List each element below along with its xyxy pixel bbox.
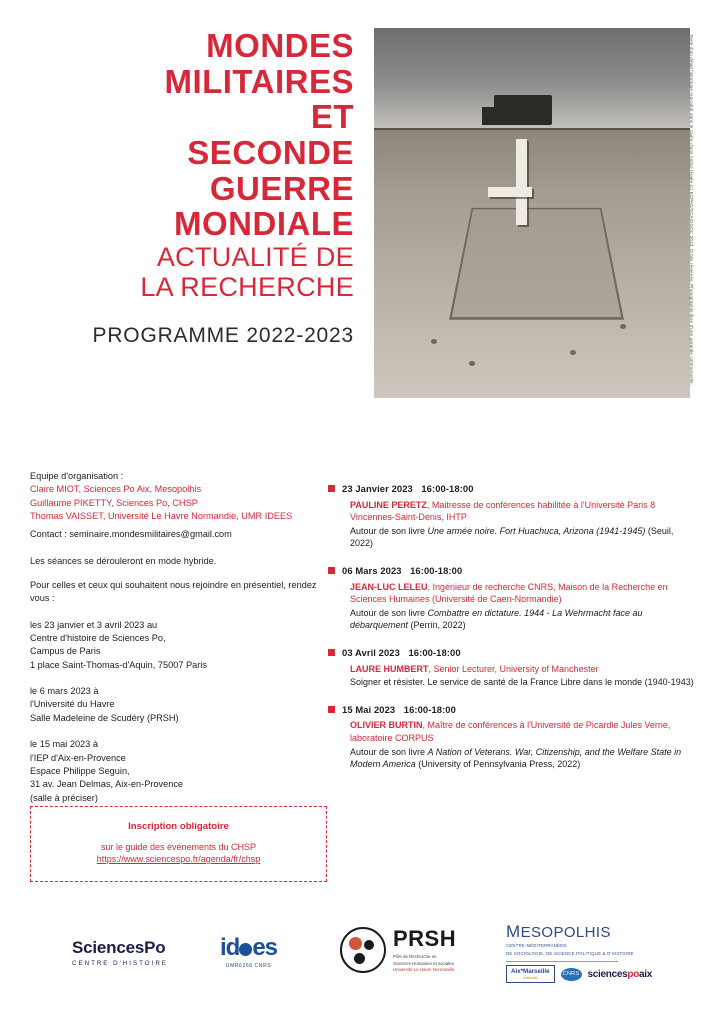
session-item [328, 646, 694, 689]
venue-3-line-4: 31 av. Jean Delmas, Aix-en-Provence [30, 779, 184, 790]
photo-stone [431, 339, 437, 344]
prsh-ring-icon [340, 927, 386, 973]
session-date: 23 Janvier 2023 [342, 483, 413, 494]
desc-pre: Autour de son livre [350, 525, 428, 536]
venue-3-line-3: Espace Philippe Seguin, [30, 765, 130, 776]
poster-header [0, 0, 724, 420]
session-affiliation: , Ingénieur de recherche CNRS, Maison de la Recherche en Sciences Humaines (Université de Caen-Normandie) [350, 581, 668, 605]
session-speaker: LAURE HUMBERT [350, 663, 429, 674]
title-line-3: ET [310, 98, 354, 136]
inscription-title: Inscription obligatoire [128, 821, 229, 832]
title-block [34, 28, 354, 348]
square-bullet-icon [328, 649, 335, 656]
session-date: 03 Avril 2023 [342, 646, 400, 658]
organiser-3: Thomas VAISSET, Université Le Havre Normandie, UMR IDEES [30, 511, 293, 522]
mesopolhis-wordmark [506, 922, 652, 942]
venue-3-line-1: le 15 mai 2023 à [30, 739, 98, 750]
inscription-link[interactable]: https://www.sciencespo.fr/agenda/fr/chsp [96, 854, 261, 864]
contact-line: Contact : seminaire.mondesmilitaires@gmail.com [30, 529, 232, 540]
desc-italic: Une armée noire. Fort Huachuca, Arizona (1941-1945) [427, 525, 646, 536]
amu-wordmark: Aix*Marseille [511, 968, 550, 976]
desc-pre: Soigner et résister. Le service de santé de la France Libre dans le monde (1940-1943) [350, 677, 694, 688]
prsh-sub-line-2: Sciences Humaines et sociales [393, 960, 454, 966]
organisation-column [30, 470, 330, 805]
prsh-subtitle [393, 954, 456, 974]
idees-wordmark [220, 934, 277, 962]
desc-post: (Perrin, 2022) [408, 620, 466, 631]
prsh-row [340, 926, 456, 974]
sciencespo-subtitle: CENTRE D'HISTOIRE [72, 960, 168, 967]
prsh-sub-line-3: Université Le Havre Normandie [393, 967, 455, 973]
logo-mesopolhis [506, 922, 652, 983]
desc-italic: Combattre en dictature. 1944 - La Wehrmacht face au débarquement [350, 607, 643, 631]
inscription-subtitle: sur le guide des événements du CHSP [100, 842, 257, 852]
meso-part-b: ESOPOLH [520, 924, 596, 941]
session-time: 16:00-18:00 [421, 483, 474, 494]
subtitle-line-1: ACTUALITÉ DE [156, 241, 354, 272]
meso-part-a: M [506, 922, 521, 941]
venue-1 [30, 619, 330, 672]
title-line-1: MONDES [206, 27, 354, 64]
venue-3-line-5: (salle à préciser) [30, 792, 98, 803]
desc-post: (University of Pennsylvania Press, 2022) [415, 759, 581, 770]
desc-pre: Autour de son livre [350, 746, 428, 757]
photo-grave-outline [449, 208, 624, 320]
session-item [328, 564, 694, 632]
session-description [350, 607, 694, 632]
subtitle-line-2: LA RECHERCHE [140, 271, 354, 302]
logo-prsh [340, 926, 456, 974]
session-affiliation: , Maître de conférences à l'Université de Picardie Jules Verne, laboratoire CORPUS [350, 720, 671, 743]
prsh-dot-black-icon [364, 940, 374, 950]
session-description [350, 676, 694, 689]
idees-part-b: es [252, 934, 278, 961]
session-speaker: PAULINE PERETZ [350, 499, 427, 510]
venue-1-line-2: Centre d'histoire de Sciences Po, [30, 633, 166, 644]
photo-cross-vertical [516, 139, 527, 225]
meso-part-c: IS [595, 924, 611, 941]
hybride-note: Les séances se dérouleront en mode hybride. [30, 555, 217, 566]
photo-credit: Texte d'un détail historique reproduit dans le cadre d'une notice légale (c) ECPAD/SCA/DGOC 2013, Droits réservés. Photographie libre d'une garantie contractuelle. [689, 34, 694, 386]
square-bullet-icon [328, 706, 335, 713]
session-body [350, 581, 694, 632]
venue-1-line-4: 1 place Saint-Thomas-d'Aquin, 75007 Paris [30, 659, 207, 670]
prsh-sub-line-1: Pôle de Recherche en [393, 954, 437, 959]
prsh-wordmark: PRSH [393, 926, 457, 951]
title-line-5: GUERRE [209, 169, 354, 207]
venue-3-line-2: l'IEP d'Aix-en-Provence [30, 752, 126, 763]
logo-amu [506, 965, 555, 983]
venue-1-line-3: Campus de Paris [30, 646, 101, 657]
session-description [350, 746, 694, 771]
session-speaker: JEAN-LUC LELEU [350, 581, 428, 592]
mesopolhis-subtitle-2: DE SOCIOLOGIE, DE SCIENCE POLITIQUE & D'HISTOIRE [506, 950, 634, 956]
spaix-part-a: sciences [587, 968, 628, 980]
session-item [328, 703, 694, 771]
session-time: 16:00-18:00 [410, 564, 463, 576]
session-affiliation: , Senior Lecturer, University of Manchester [428, 663, 599, 674]
inscription-box [30, 806, 327, 882]
presentiel-note: Pour celles et ceux qui souhaitent nous rejoindre en présentiel, rendez vous : [30, 580, 317, 604]
organiser-2: Guillaume PIKETTY, Sciences Po, CHSP [30, 497, 198, 508]
mesopolhis-divider [506, 961, 618, 962]
session-body [350, 719, 694, 770]
title-line-4: SECONDE [187, 133, 354, 171]
session-time: 16:00-18:00 [408, 646, 461, 658]
mesopolhis-partners [506, 965, 652, 983]
session-description [350, 525, 694, 550]
session-body [350, 499, 694, 550]
session-body [350, 663, 694, 689]
session-affiliation: , Maitresse de conférences habilitée à l'Université Paris 8 Vincennes-Saint-Denis, IHTP [350, 499, 656, 523]
prsh-dot-black2-icon [354, 953, 365, 964]
venue-2-line-3: Salle Madeleine de Scudéry (PRSH) [30, 712, 179, 723]
prsh-text [393, 926, 456, 974]
idees-subtitle: UMR6266 CNRS [225, 963, 272, 969]
logo-cnrs: CNRS [561, 968, 582, 981]
organiser-1: Claire MIOT, Sciences Po Aix, Mesopolhis [30, 484, 202, 495]
desc-post: (Seuil, 2022) [350, 525, 674, 549]
venue-2-line-2: l'Université du Havre [30, 699, 115, 710]
title-line-2: MILITAIRES [164, 62, 354, 100]
title-line-6: MONDIALE [174, 205, 354, 243]
venue-2 [30, 685, 330, 725]
session-speaker: OLIVIER BURTIN [350, 720, 423, 731]
square-bullet-icon [328, 485, 335, 492]
desc-italic: A Nation of Veterans. War, Citizenship, and the Welfare State in Modern America [350, 746, 682, 770]
idees-part-a: id [220, 934, 240, 961]
organisation-title: Equipe d'organisation : [30, 471, 124, 481]
logo-sciencespo [72, 938, 168, 967]
logo-idees [220, 934, 277, 969]
square-bullet-icon [328, 567, 335, 574]
prsh-dot-orange-icon [349, 937, 362, 950]
programme-label: PROGRAMME 2022-2023 [92, 324, 354, 348]
desc-pre: Autour de son livre [350, 607, 428, 618]
session-time: 16:00-18:00 [403, 703, 456, 715]
logo-sciencespo-aix [588, 969, 653, 980]
venue-1-line-1: les 23 janvier et 3 avril 2023 au [30, 619, 158, 630]
photo-truck [494, 95, 552, 125]
sciencespo-wordmark: SciencesPo [72, 938, 166, 957]
spaix-part-b: po [627, 968, 640, 980]
header-photograph [374, 28, 690, 398]
session-item [328, 482, 694, 550]
amu-subtitle: université [523, 975, 538, 980]
idees-dot-icon [239, 943, 252, 956]
spaix-part-c: aix [639, 968, 653, 980]
session-date: 06 Mars 2023 [342, 564, 402, 576]
venue-2-line-1: le 6 mars 2023 à [30, 686, 99, 697]
session-date: 15 Mai 2023 [342, 703, 396, 715]
photo-cross-horizontal [488, 187, 532, 197]
photo-stone [570, 350, 576, 355]
sessions-column [328, 482, 694, 785]
mesopolhis-subtitle-1: CENTRE MÉDITERRANÉEN [506, 943, 567, 948]
prsh-circle-icon [340, 927, 386, 973]
venue-3 [30, 738, 330, 805]
footer-logos [0, 920, 724, 990]
photo-scene [374, 28, 690, 398]
photo-horizon [374, 128, 690, 130]
photo-stone [469, 361, 475, 366]
